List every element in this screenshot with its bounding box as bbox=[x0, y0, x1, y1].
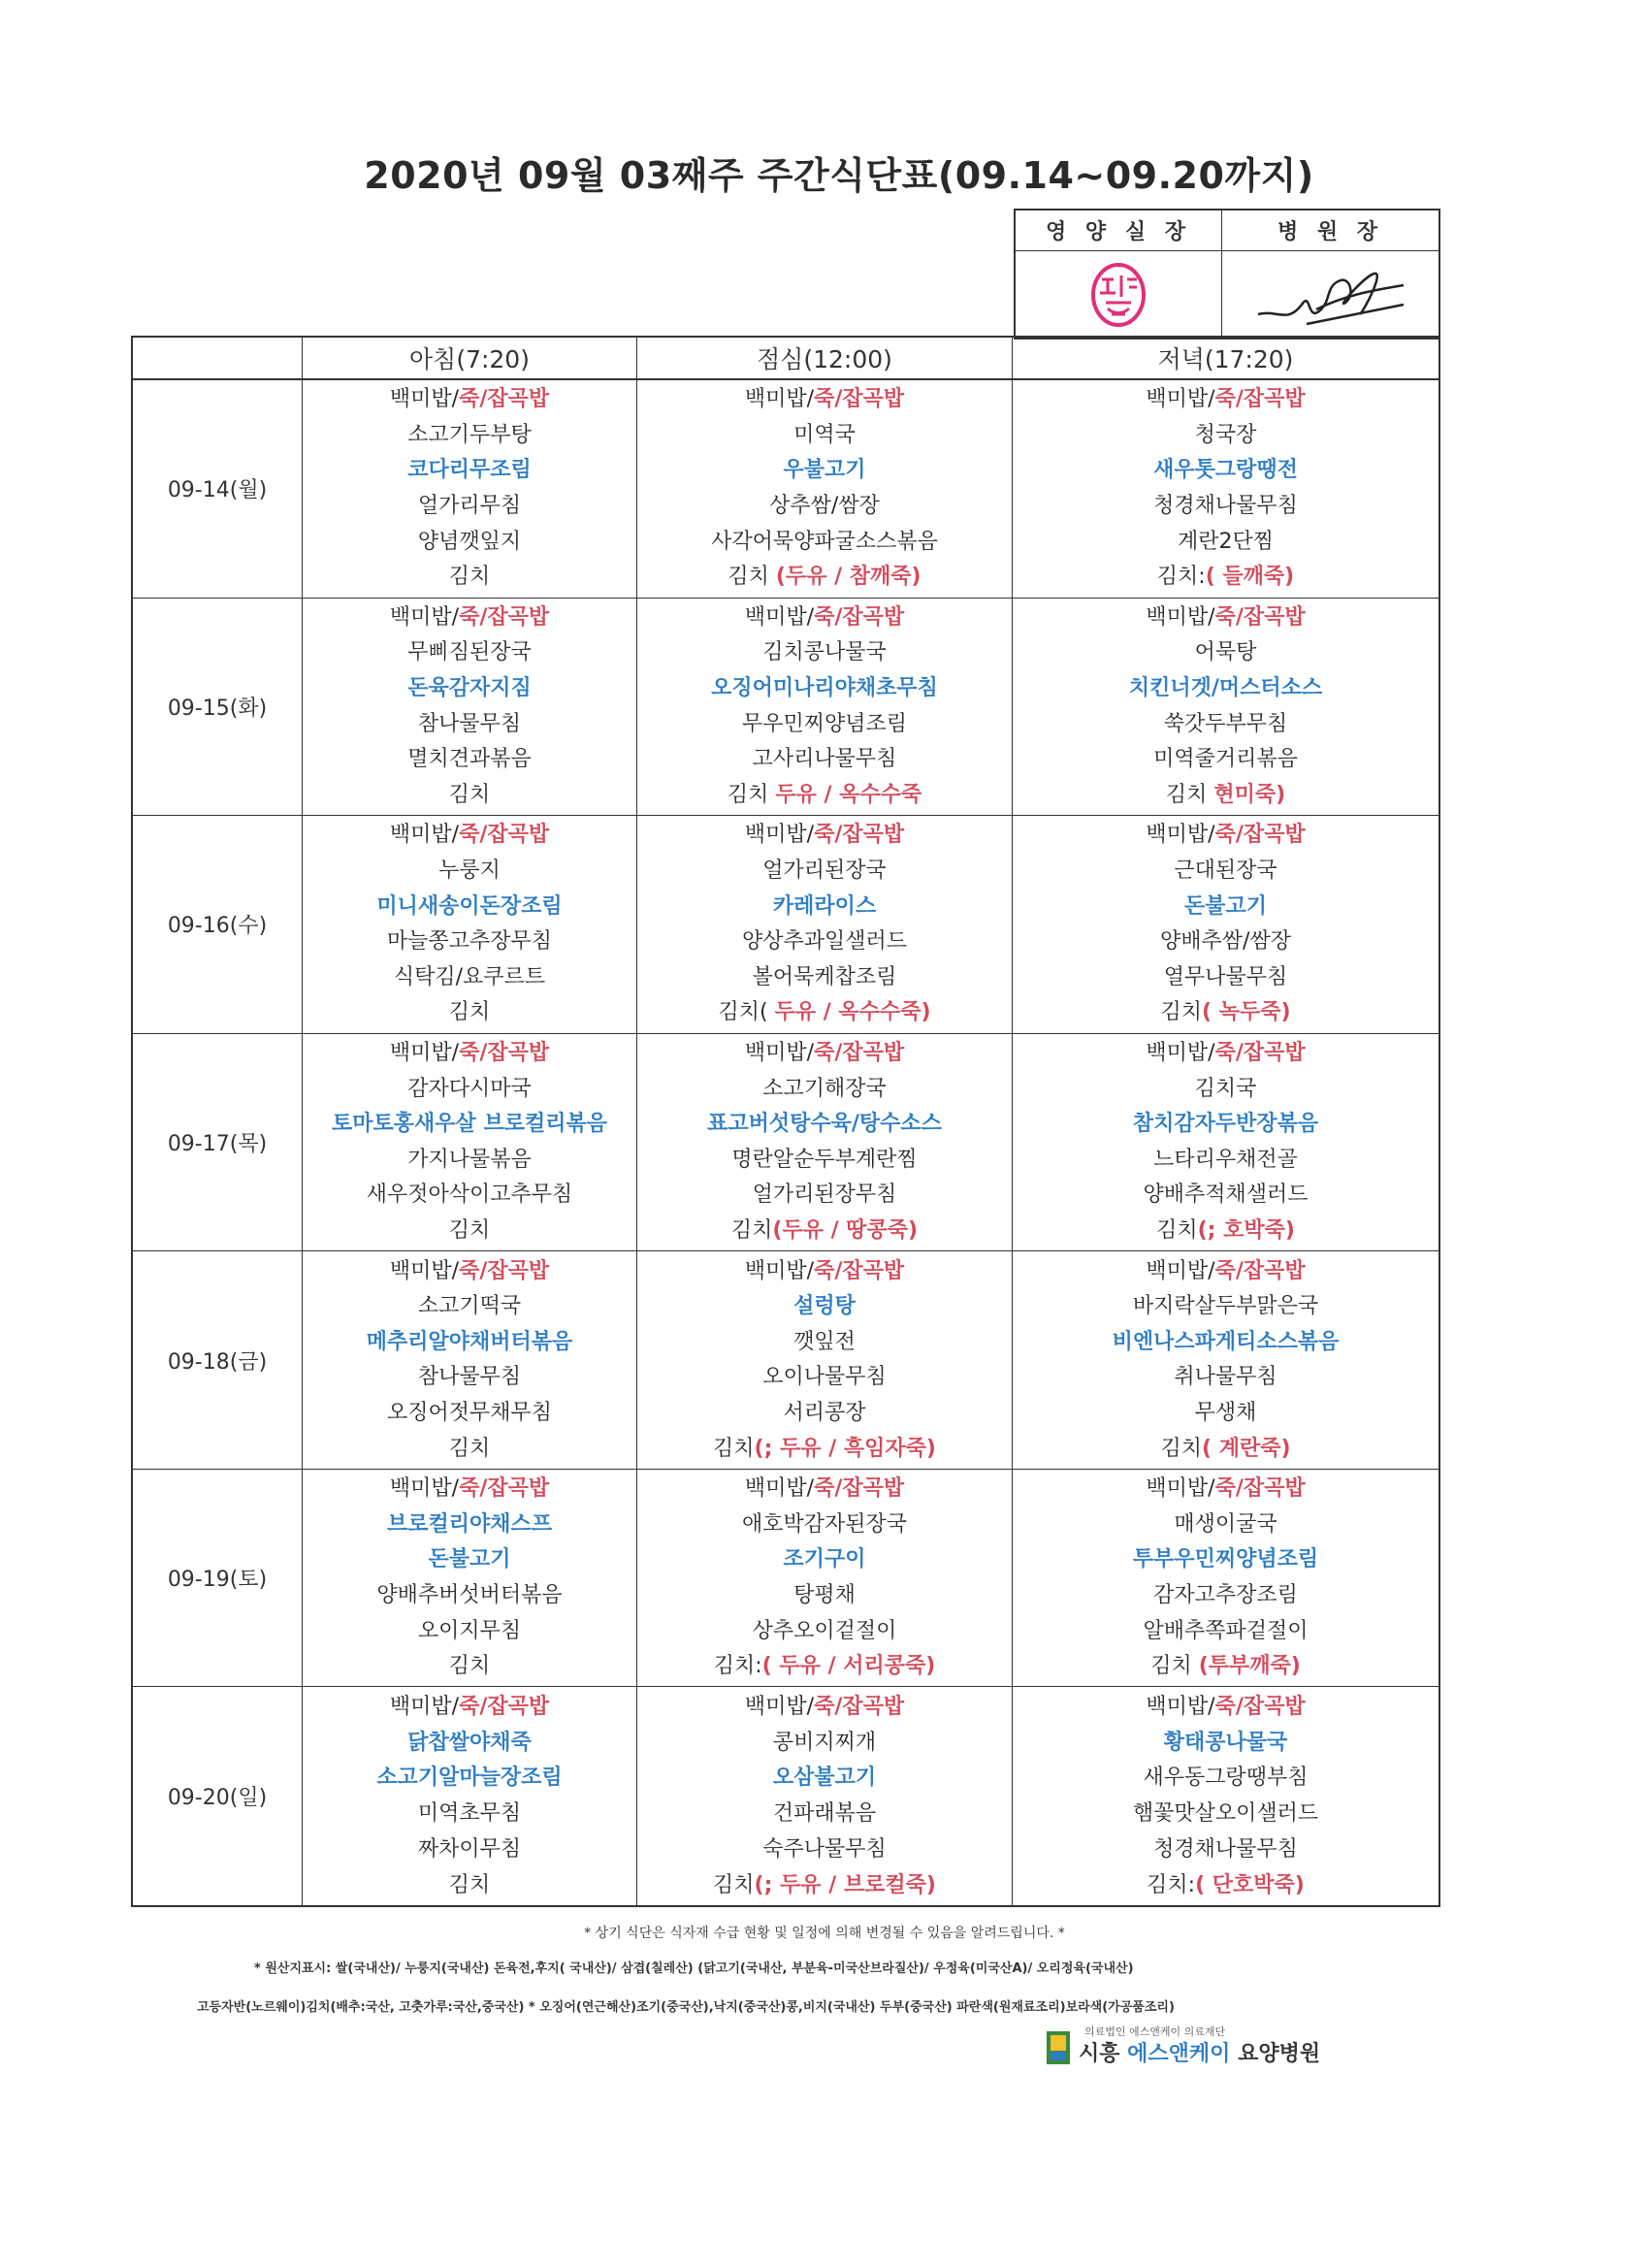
date-label: 09-20(일) bbox=[167, 1786, 268, 1811]
breakfast-cell bbox=[303, 599, 637, 817]
director-signature bbox=[1222, 251, 1439, 338]
menu-item: 소고기떡국 bbox=[417, 1294, 522, 1319]
dietitian-seal bbox=[1016, 251, 1222, 338]
breakfast-cell bbox=[303, 1687, 637, 1905]
menu-item: 미역초무침 bbox=[417, 1801, 522, 1827]
menu-item: 닭찹쌀야채죽 bbox=[407, 1730, 532, 1755]
lunch-cell bbox=[637, 1034, 1013, 1252]
approval-box bbox=[1014, 209, 1440, 340]
menu-item: 황태콩나물국 bbox=[1163, 1730, 1288, 1755]
menu-item: 소고기해장국 bbox=[762, 1076, 887, 1101]
header-breakfast: 아침(7:20) bbox=[303, 338, 637, 380]
menu-item: 백미밥/죽/잡곡밥 bbox=[389, 604, 550, 630]
lunch-cell bbox=[637, 816, 1013, 1034]
menu-item: 돈불고기 bbox=[428, 1547, 511, 1572]
menu-item: 감자고추장조림 bbox=[1153, 1582, 1298, 1607]
logo-caption: 의료법인 에스앤케이 의료재단 bbox=[1084, 2025, 1226, 2038]
menu-item: 얼가리된장국 bbox=[762, 859, 887, 884]
menu-item: 백미밥/죽/잡곡밥 bbox=[389, 387, 550, 412]
menu-item: 백미밥/죽/잡곡밥 bbox=[744, 1476, 905, 1502]
menu-item: 양배추쌈/쌈장 bbox=[1160, 929, 1291, 955]
menu-item: 조기구이 bbox=[783, 1547, 866, 1572]
menu-item: 양념깻잎지 bbox=[417, 529, 522, 554]
menu-item: 김치 bbox=[448, 1872, 491, 1897]
date-label: 09-17(목) bbox=[167, 1131, 268, 1156]
menu-item: 김치:( 단호박죽) bbox=[1147, 1872, 1305, 1897]
page-title: 2020년 09월 03째주 주간식단표(09.14~09.20까지) bbox=[364, 154, 1314, 197]
menu-item: 토마토홍새우살 브로컬리볶음 bbox=[332, 1112, 607, 1137]
lunch-cell bbox=[637, 380, 1013, 599]
menu-item: 김치 두유 / 옥수수죽 bbox=[727, 782, 922, 807]
menu-item: 김치 bbox=[448, 1436, 491, 1461]
date-label: 09-14(월) bbox=[167, 478, 268, 503]
menu-item: 얼가리무침 bbox=[417, 494, 522, 519]
breakfast-cell bbox=[303, 1470, 637, 1688]
menu-item: 오이나물무침 bbox=[762, 1365, 887, 1390]
date-cell bbox=[133, 816, 303, 1034]
dinner-cell bbox=[1013, 380, 1439, 599]
menu-item: 감자다시마국 bbox=[407, 1076, 532, 1101]
lunch-cell bbox=[637, 599, 1013, 817]
menu-item: 김치:( 들깨죽) bbox=[1156, 565, 1295, 590]
approval-label-dietitian: 영 양 실 장 bbox=[1016, 211, 1222, 251]
menu-item: 양배추적채샐러드 bbox=[1143, 1183, 1309, 1208]
menu-item: 김치 bbox=[448, 565, 491, 590]
menu-item: 백미밥/죽/잡곡밥 bbox=[744, 1258, 905, 1283]
menu-item: 오삼불고기 bbox=[772, 1766, 877, 1791]
menu-item: 청국장 bbox=[1194, 422, 1257, 447]
date-label: 09-15(화) bbox=[167, 696, 268, 721]
menu-item: 미역국 bbox=[793, 422, 856, 447]
lunch-cell bbox=[637, 1251, 1013, 1470]
menu-item: 카레라이스 bbox=[772, 893, 877, 919]
menu-item: 김치( 계란죽) bbox=[1160, 1436, 1291, 1461]
origin-line-1: * 원산지표시: 쌀(국내산)/ 누룽지(국내산) 돈육전,후지( 국내산)/ 삼겹(칠레산) (닭고기(국내산, 부분육-미국산브라질산)/ 우정육(미국산A)/ 오리정육(국내산) bbox=[254, 1961, 1134, 1976]
menu-item: 마늘쫑고추장무침 bbox=[386, 929, 553, 955]
menu-item: 소고기두부탕 bbox=[407, 422, 532, 447]
menu-item: 숙주나물무침 bbox=[762, 1836, 887, 1862]
menu-item: 김치( 녹두죽) bbox=[1160, 1000, 1291, 1025]
header-dinner: 저녁(17:20) bbox=[1013, 338, 1439, 380]
menu-item: 건파래볶음 bbox=[772, 1801, 877, 1827]
menu-item: 어묵탕 bbox=[1194, 640, 1257, 665]
menu-item: 식탁김/요쿠르트 bbox=[393, 964, 546, 989]
menu-item: 백미밥/죽/잡곡밥 bbox=[1146, 1694, 1306, 1719]
menu-item: 투부우민찌양념조림 bbox=[1132, 1547, 1319, 1572]
dinner-cell bbox=[1013, 1251, 1439, 1470]
menu-item: 새우톳그랑땡전 bbox=[1153, 458, 1298, 483]
menu-item: 백미밥/죽/잡곡밥 bbox=[1146, 387, 1306, 412]
menu-item: 김치( 두유 / 옥수수죽) bbox=[718, 1000, 931, 1025]
menu-item: 우불고기 bbox=[783, 458, 866, 483]
menu-item: 애호박감자된장국 bbox=[741, 1511, 908, 1537]
menu-item: 브로컬리야채스프 bbox=[386, 1511, 553, 1537]
menu-item: 탕평채 bbox=[793, 1582, 856, 1607]
menu-item: 무생채 bbox=[1194, 1400, 1257, 1425]
menu-item: 설렁탕 bbox=[793, 1294, 856, 1319]
menu-item: 청경채나물무침 bbox=[1153, 494, 1298, 519]
lunch-cell bbox=[637, 1470, 1013, 1688]
menu-item: 김치(두유 / 땅콩죽) bbox=[730, 1217, 919, 1243]
date-cell bbox=[133, 380, 303, 599]
header-lunch: 점심(12:00) bbox=[637, 338, 1013, 380]
menu-item: 김치 bbox=[448, 1217, 491, 1243]
menu-item: 열무나물무침 bbox=[1163, 964, 1288, 989]
menu-item: 볼어묵케찹조림 bbox=[752, 964, 897, 989]
menu-item: 참치감자두반장볶음 bbox=[1132, 1112, 1319, 1137]
menu-item: 백미밥/죽/잡곡밥 bbox=[744, 1041, 905, 1065]
menu-item: 콩비지찌개 bbox=[772, 1730, 877, 1755]
menu-item: 가지나물볶음 bbox=[407, 1147, 532, 1172]
menu-item: 명란알순두부계란찜 bbox=[731, 1147, 918, 1172]
menu-item: 김치 (두유 / 참깨죽) bbox=[728, 565, 922, 590]
menu-item: 백미밥/죽/잡곡밥 bbox=[389, 1476, 550, 1502]
menu-item: 알배추쪽파겉절이 bbox=[1143, 1618, 1309, 1643]
menu-item: 근대된장국 bbox=[1174, 859, 1277, 884]
date-label: 09-16(수) bbox=[167, 914, 268, 939]
logo-name: 시흥 에스앤케이 요양병원 bbox=[1079, 2042, 1321, 2066]
menu-item: 짜차이무침 bbox=[417, 1836, 522, 1862]
menu-item: 코다리무조림 bbox=[407, 458, 532, 483]
menu-item: 김치 현미죽) bbox=[1165, 782, 1286, 807]
menu-item: 깻잎전 bbox=[793, 1329, 856, 1354]
menu-item: 미니새송이돈장조림 bbox=[376, 893, 563, 919]
menu-item: 치킨너겟/머스터소스 bbox=[1128, 676, 1323, 701]
menu-item: 새우동그랑땡부침 bbox=[1143, 1766, 1309, 1791]
menu-item: 백미밥/죽/잡곡밥 bbox=[389, 1258, 550, 1283]
menu-item: 오징어미나리야채초무침 bbox=[711, 676, 938, 701]
menu-item: 소고기알마늘장조림 bbox=[376, 1766, 563, 1791]
menu-item: 백미밥/죽/잡곡밥 bbox=[389, 823, 550, 848]
breakfast-cell bbox=[303, 816, 637, 1034]
menu-item: 느타리우채전골 bbox=[1153, 1147, 1298, 1172]
approval-label-director: 병 원 장 bbox=[1222, 211, 1439, 251]
breakfast-cell bbox=[303, 380, 637, 599]
menu-item: 계란2단찜 bbox=[1177, 529, 1274, 554]
menu-item: 참나물무침 bbox=[417, 711, 522, 736]
seal-stamp-icon bbox=[1084, 258, 1152, 332]
date-label: 09-18(금) bbox=[167, 1349, 268, 1375]
menu-item: 바지락살두부맑은국 bbox=[1132, 1294, 1319, 1319]
lunch-cell bbox=[637, 1687, 1013, 1905]
menu-item: 백미밥/죽/잡곡밥 bbox=[389, 1694, 550, 1719]
dinner-cell bbox=[1013, 1470, 1439, 1688]
menu-item: 김치(; 두유 / 흑임자죽) bbox=[713, 1436, 936, 1461]
weekly-menu-table bbox=[131, 336, 1440, 1907]
change-notice: * 상기 식단은 식자재 수급 현황 및 일정에 의해 변경될 수 있음을 알려드립니다. * bbox=[584, 1926, 1065, 1941]
menu-item: 김치(; 호박죽) bbox=[1156, 1217, 1295, 1243]
menu-item: 김치:( 두유 / 서리콩죽) bbox=[713, 1654, 936, 1679]
menu-item: 새우젓아삭이고추무침 bbox=[366, 1183, 573, 1208]
menu-item: 오이지무침 bbox=[417, 1618, 522, 1643]
menu-item: 청경채나물무침 bbox=[1153, 1836, 1298, 1862]
menu-item: 백미밥/죽/잡곡밥 bbox=[1146, 1258, 1306, 1283]
menu-item: 얼가리된장무침 bbox=[752, 1183, 897, 1208]
menu-item: 김치 bbox=[448, 1000, 491, 1025]
menu-item: 백미밥/죽/잡곡밥 bbox=[1146, 1041, 1306, 1065]
menu-item: 백미밥/죽/잡곡밥 bbox=[744, 387, 905, 412]
menu-item: 백미밥/죽/잡곡밥 bbox=[1146, 1476, 1306, 1502]
date-cell bbox=[133, 1034, 303, 1252]
signature-icon bbox=[1248, 256, 1413, 334]
breakfast-cell bbox=[303, 1251, 637, 1470]
hospital-logo-icon bbox=[1046, 2030, 1071, 2065]
date-cell bbox=[133, 1251, 303, 1470]
menu-item: 메추리알야채버터볶음 bbox=[366, 1329, 573, 1354]
date-label: 09-19(토) bbox=[167, 1568, 268, 1593]
menu-item: 돈육감자지짐 bbox=[407, 676, 532, 701]
menu-item: 멸치견과볶음 bbox=[407, 747, 532, 772]
menu-item: 백미밥/죽/잡곡밥 bbox=[389, 1041, 550, 1065]
menu-item: 백미밥/죽/잡곡밥 bbox=[1146, 823, 1306, 848]
dinner-cell bbox=[1013, 816, 1439, 1034]
menu-item: 참나물무침 bbox=[417, 1365, 522, 1390]
menu-item: 양상추과일샐러드 bbox=[741, 929, 908, 955]
menu-item: 김치 (투부깨죽) bbox=[1150, 1654, 1301, 1679]
date-cell bbox=[133, 1470, 303, 1688]
menu-item: 김치 bbox=[448, 1654, 491, 1679]
menu-item: 백미밥/죽/잡곡밥 bbox=[1146, 604, 1306, 630]
menu-item: 고사리나물무침 bbox=[752, 747, 897, 772]
menu-item: 상추쌈/쌈장 bbox=[769, 494, 880, 519]
menu-item: 무우민찌양념조림 bbox=[741, 711, 908, 736]
menu-item: 누룽지 bbox=[438, 859, 501, 884]
menu-item: 무삐짐된장국 bbox=[407, 640, 532, 665]
menu-item: 비엔나스파게티소스볶음 bbox=[1112, 1329, 1340, 1354]
menu-item: 사각어묵양파굴소스볶음 bbox=[711, 529, 938, 554]
dinner-cell bbox=[1013, 1687, 1439, 1905]
menu-item: 백미밥/죽/잡곡밥 bbox=[744, 1694, 905, 1719]
menu-item: 미역줄거리볶음 bbox=[1153, 747, 1298, 772]
hospital-logo bbox=[1046, 2027, 1320, 2067]
breakfast-cell bbox=[303, 1034, 637, 1252]
date-cell bbox=[133, 599, 303, 817]
menu-item: 김치(; 두유 / 브로컬죽) bbox=[713, 1872, 936, 1897]
date-cell bbox=[133, 1687, 303, 1905]
menu-item: 돈불고기 bbox=[1183, 893, 1267, 919]
menu-item: 표고버섯탕수육/탕수소스 bbox=[707, 1112, 942, 1137]
menu-item: 오징어젓무채무침 bbox=[386, 1400, 553, 1425]
menu-item: 백미밥/죽/잡곡밥 bbox=[744, 604, 905, 630]
dinner-cell bbox=[1013, 1034, 1439, 1252]
menu-item: 쑥갓두부무침 bbox=[1163, 711, 1288, 736]
menu-item: 취나물무침 bbox=[1174, 1365, 1277, 1390]
menu-item: 김치콩나물국 bbox=[762, 640, 887, 665]
dinner-cell bbox=[1013, 599, 1439, 817]
menu-item: 서리콩장 bbox=[783, 1400, 866, 1425]
menu-item: 양배추버섯버터볶음 bbox=[376, 1582, 563, 1607]
menu-item: 김치국 bbox=[1194, 1076, 1257, 1101]
header-empty bbox=[133, 338, 303, 380]
menu-item: 상추오이겉절이 bbox=[752, 1618, 897, 1643]
menu-item: 매생이굴국 bbox=[1174, 1511, 1277, 1537]
menu-item: 햄꽃맛살오이샐러드 bbox=[1132, 1801, 1319, 1827]
origin-line-2: 고등자반(노르웨이)김치(배추:국산, 고춧가루:국산,중국산) * 오징어(연근해산)조기(중국산),낙지(중국산)콩,비지(국내산) 두부(중국산) 파란색(원재료조리)보라색(가공품조리) bbox=[197, 2000, 1175, 2015]
menu-item: 백미밥/죽/잡곡밥 bbox=[744, 823, 905, 848]
menu-item: 김치 bbox=[448, 782, 491, 807]
